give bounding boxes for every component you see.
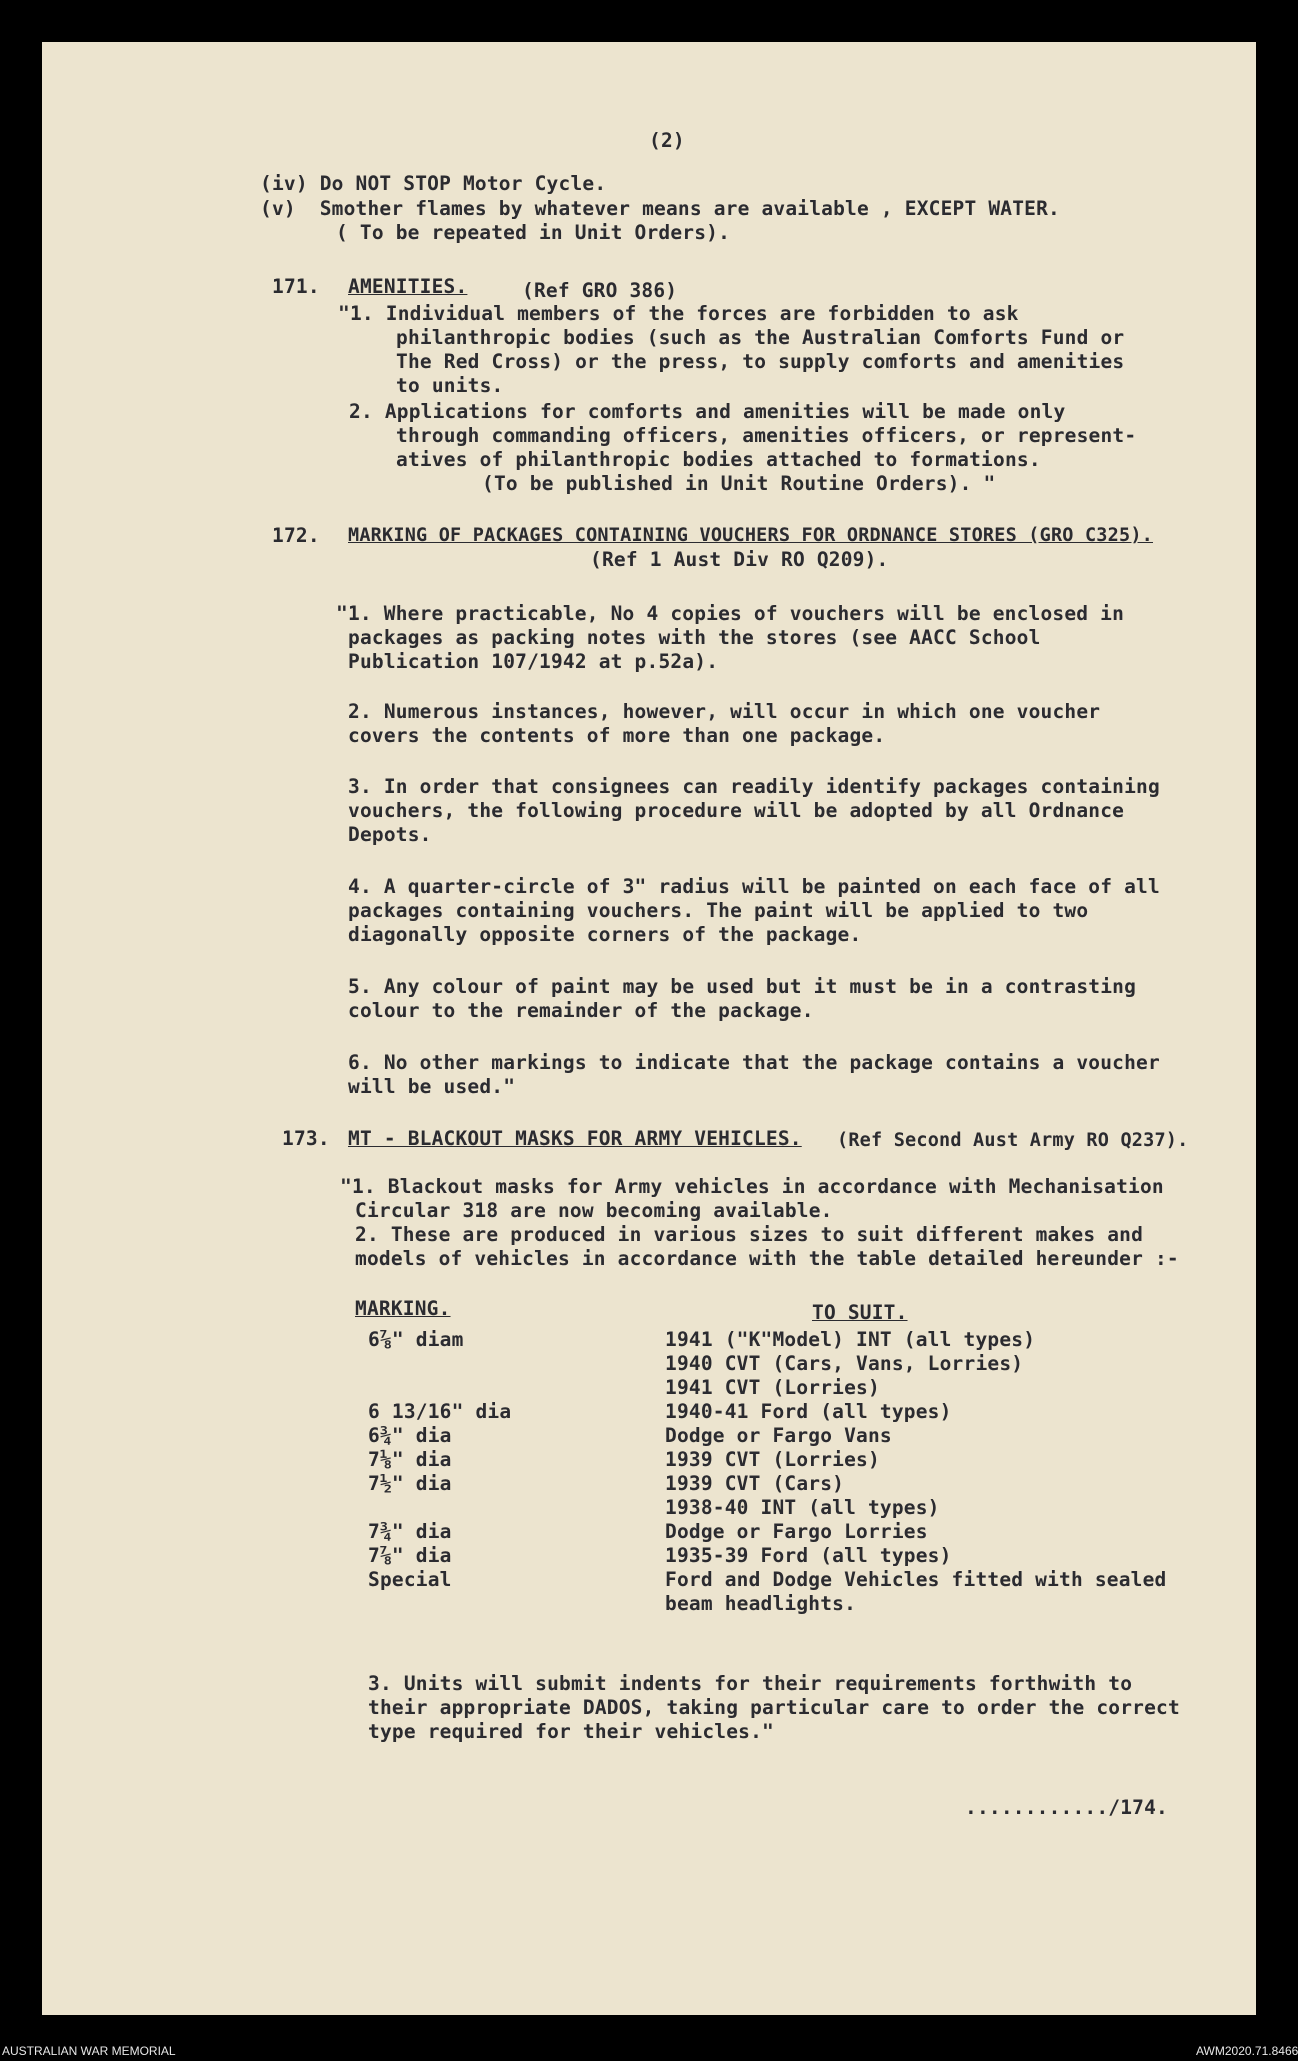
table-cell-to-suit: 1939 CVT (Cars) [665, 1472, 845, 1495]
table-header-to-suit: TO SUIT. [812, 1301, 908, 1324]
section-173-p2-line2: models of vehicles in accordance with the table detailed hereunder :- [355, 1247, 1179, 1270]
section-173-title: MT - BLACKOUT MASKS FOR ARMY VEHICLES. [348, 1127, 802, 1150]
section-173-p3-line2: their appropriate DADOS, taking particular care to order the correct [368, 1696, 1180, 1719]
table-cell-to-suit: 1935-39 Ford (all types) [665, 1544, 952, 1567]
section-172-p3-line2: vouchers, the following procedure will be adopted by all Ordnance [348, 799, 1125, 822]
section-171-p1-line2: philanthropic bodies (such as the Australian Comforts Fund or [396, 326, 1125, 349]
section-173-p3-line1: 3. Units will submit indents for their requirements forthwith to [368, 1672, 1133, 1695]
table-cell-marking: 7⅞" dia [368, 1544, 452, 1567]
table-cell-marking: 7⅛" dia [368, 1448, 452, 1471]
section-173-ref: (Ref Second Aust Army RO Q237). [837, 1130, 1189, 1151]
table-cell-marking: 7¾" dia [368, 1520, 452, 1543]
section-173-p3-line3: type required for their vehicles." [368, 1720, 774, 1743]
table-cell-to-suit: 1940-41 Ford (all types) [665, 1400, 952, 1423]
section-171-p1-line3: The Red Cross) or the press, to supply comforts and amenities [396, 350, 1125, 373]
page-number: (2) [649, 129, 685, 152]
table-cell-marking: 6⅞" diam [368, 1328, 464, 1351]
table-cell-marking: 6¾" dia [368, 1424, 452, 1447]
section-172-p4-line2: packages containing vouchers. The paint will be applied to two [348, 899, 1089, 922]
section-171-note: (To be published in Unit Routine Orders). " [482, 472, 996, 495]
section-172-p1-line1: "1. Where practicable, No 4 copies of vouchers will be enclosed in [336, 602, 1125, 625]
section-171-p2-line1: 2. Applications for comforts and amenities will be made only [349, 400, 1066, 423]
section-170-item-iv: (iv) Do NOT STOP Motor Cycle. [260, 172, 607, 195]
section-171-p1-line1: "1. Individual members of the forces are forbidden to ask [338, 302, 1019, 325]
section-170-note: ( To be repeated in Unit Orders). [336, 221, 731, 244]
footer-left-label: AUSTRALIAN WAR MEMORIAL [2, 2044, 176, 2058]
section-172-p4-line1: 4. A quarter-circle of 3" radius will be painted on each face of all [348, 875, 1160, 898]
section-172-number: 172. [272, 524, 320, 547]
section-172-p6-line2: will be used." [348, 1075, 516, 1098]
table-cell-to-suit: Dodge or Fargo Vans [665, 1424, 892, 1447]
table-cell-to-suit: Dodge or Fargo Lorries [665, 1520, 928, 1543]
section-171-p2-line3: atives of philanthropic bodies attached to formations. [396, 448, 1041, 471]
section-173-number: 173. [282, 1127, 330, 1150]
section-172-p5-line1: 5. Any colour of paint may be used but it must be in a contrasting [348, 975, 1137, 998]
section-171-ref: (Ref GRO 386) [522, 279, 678, 302]
section-171-title: AMENITIES. [348, 275, 468, 298]
section-172-p1-line2: packages as packing notes with the stores (see AACC School [348, 626, 1041, 649]
table-cell-to-suit: beam headlights. [665, 1592, 857, 1615]
section-172-p1-line3: Publication 107/1942 at p.52a). [348, 650, 719, 673]
table-cell-marking: Special [368, 1568, 452, 1591]
section-172-p4-line3: diagonally opposite corners of the package. [348, 923, 862, 946]
table-cell-to-suit: 1938-40 INT (all types) [665, 1496, 940, 1519]
section-171-p2-line2: through commanding officers, amenities officers, or represent- [396, 424, 1137, 447]
section-172-p6-line1: 6. No other markings to indicate that the package contains a voucher [348, 1051, 1160, 1074]
section-170-item-v: (v) Smother flames by whatever means are available , EXCEPT WATER. [260, 197, 1060, 220]
section-172-title: MARKING OF PACKAGES CONTAINING VOUCHERS FOR ORDNANCE STORES (GRO C325). [348, 525, 1153, 546]
table-cell-marking: 6 13/16" dia [368, 1400, 512, 1423]
section-172-ref: (Ref 1 Aust Div RO Q209). [590, 548, 889, 571]
table-header-marking: MARKING. [355, 1297, 451, 1320]
table-cell-to-suit: 1941 ("K"Model) INT (all types) [665, 1328, 1036, 1351]
table-cell-to-suit: 1940 CVT (Cars, Vans, Lorries) [665, 1352, 1024, 1375]
section-173-p1-line2: Circular 318 are now becoming available. [355, 1199, 833, 1222]
section-171-number: 171. [272, 275, 320, 298]
section-172-p2-line2: covers the contents of more than one package. [348, 724, 886, 747]
section-171-p1-line4: to units. [396, 374, 504, 397]
section-172-p5-line2: colour to the remainder of the package. [348, 999, 814, 1022]
section-172-p2-line1: 2. Numerous instances, however, will occur in which one voucher [348, 700, 1101, 723]
table-cell-to-suit: 1939 CVT (Lorries) [665, 1448, 880, 1471]
section-173-p1-line1: "1. Blackout masks for Army vehicles in accordance with Mechanisation [340, 1175, 1164, 1198]
section-173-p2-line1: 2. These are produced in various sizes to suit different makes and [355, 1223, 1144, 1246]
table-cell-marking: 7½" dia [368, 1472, 452, 1495]
table-cell-to-suit: Ford and Dodge Vehicles fitted with sealed [665, 1568, 1167, 1591]
continuation-marker: ............/174. [965, 1796, 1168, 1819]
table-cell-to-suit: 1941 CVT (Lorries) [665, 1376, 880, 1399]
section-172-p3-line3: Depots. [348, 823, 432, 846]
footer-right-label: AWM2020.71.8466 [1196, 2044, 1298, 2058]
document-page [42, 42, 1256, 2015]
section-172-p3-line1: 3. In order that consignees can readily identify packages containing [348, 775, 1160, 798]
